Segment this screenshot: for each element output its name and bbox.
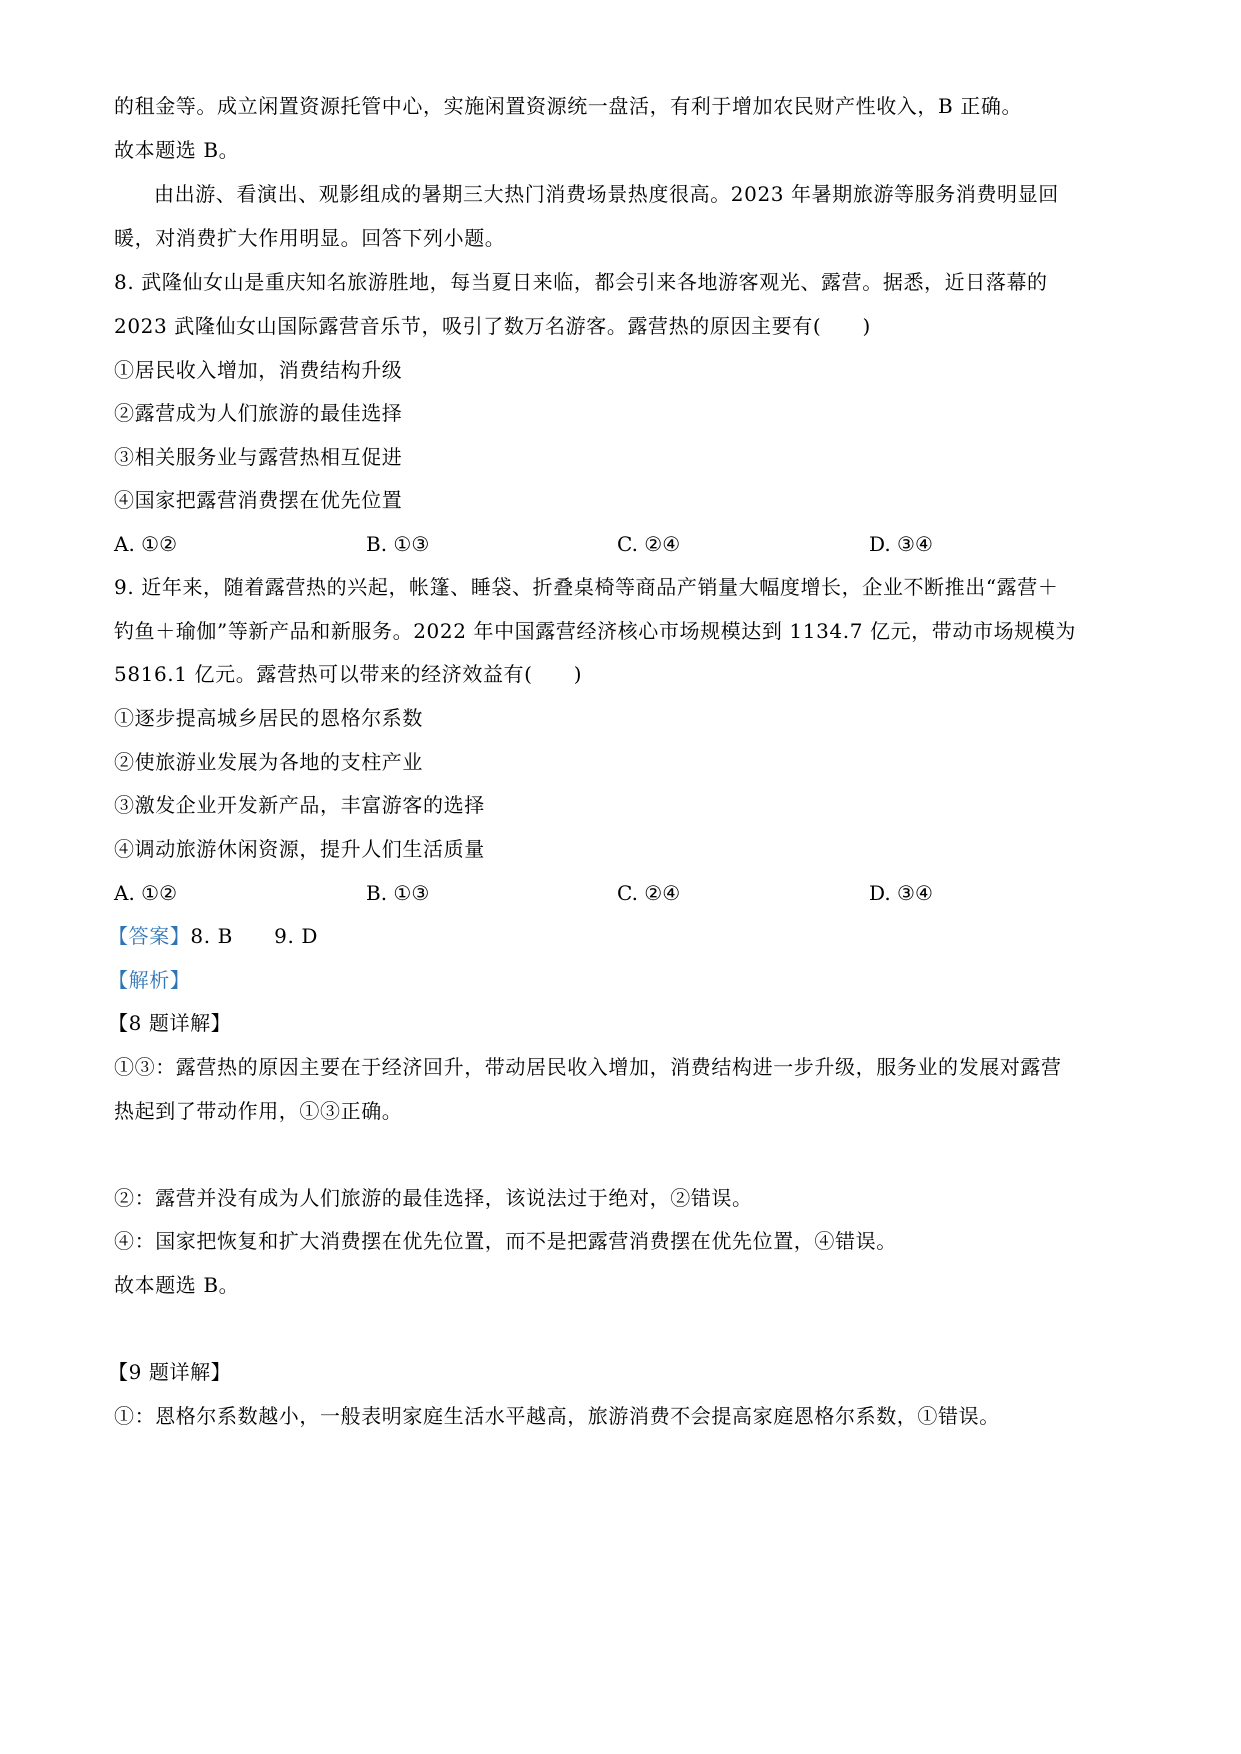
detail-8-text: ②：露营并没有成为人们旅游的最佳选择，该说法过于绝对，②错误。 bbox=[114, 1186, 753, 1210]
question-9-option-a: A. ①② bbox=[114, 881, 178, 905]
detail-8-text: ①③：露营热的原因主要在于经济回升，带动居民收入增加，消费结构进一步升级，服务业的发展对露营 bbox=[114, 1055, 1062, 1079]
intro-line: 暖，对消费扩大作用明显。回答下列小题。 bbox=[114, 226, 506, 250]
question-9-option-c: C. ②④ bbox=[617, 881, 681, 905]
question-8-option-a: A. ①② bbox=[114, 532, 178, 556]
question-8-stem: 8. 武隆仙女山是重庆知名旅游胜地，每当夏日来临，都会引来各地游客观光、露营。据悉，近日落幕的 bbox=[114, 270, 1048, 294]
analysis-label: 【解析】 bbox=[108, 968, 191, 992]
detail-9-text: ①：恩格尔系数越小，一般表明家庭生活水平越高，旅游消费不会提高家庭恩格尔系数，①错误。 bbox=[114, 1404, 1000, 1428]
detail-8-text: 故本题选 B。 bbox=[114, 1273, 240, 1297]
detail-8-text: ④：国家把恢复和扩大消费摆在优先位置，而不是把露营消费摆在优先位置，④错误。 bbox=[114, 1229, 897, 1253]
question-9-option-d: D. ③④ bbox=[869, 881, 933, 905]
question-8-item: ②露营成为人们旅游的最佳选择 bbox=[114, 401, 403, 425]
answer-label: 【答案】 bbox=[108, 924, 191, 948]
detail-8-title: 【8 题详解】 bbox=[108, 1011, 232, 1035]
text-line: 故本题选 B。 bbox=[114, 138, 240, 162]
answer-line bbox=[108, 922, 318, 950]
question-9-item: ②使旅游业发展为各地的支柱产业 bbox=[114, 750, 423, 774]
question-9-stem: 钓鱼＋瑜伽”等新产品和新服务。2022 年中国露营经济核心市场规模达到 1134.7 亿元，带动市场规模为 bbox=[114, 619, 1076, 643]
question-8-option-d: D. ③④ bbox=[869, 532, 933, 556]
detail-8-text: 热起到了带动作用，①③正确。 bbox=[114, 1099, 403, 1123]
question-8-option-b: B. ①③ bbox=[366, 532, 430, 556]
question-9-option-b: B. ①③ bbox=[366, 881, 430, 905]
question-9-stem: 5816.1 亿元。露营热可以带来的经济效益有( ) bbox=[114, 662, 583, 686]
question-9-item: ④调动旅游休闲资源，提升人们生活质量 bbox=[114, 837, 485, 861]
question-8-option-c: C. ②④ bbox=[617, 532, 681, 556]
intro-line: 由出游、看演出、观影组成的暑期三大热门消费场景热度很高。2023 年暑期旅游等服务消费明显回 bbox=[154, 182, 1059, 206]
question-9-item: ①逐步提高城乡居民的恩格尔系数 bbox=[114, 706, 423, 730]
answer-text: 8. B 9. D bbox=[190, 924, 319, 948]
question-8-stem: 2023 武隆仙女山国际露营音乐节，吸引了数万名游客。露营热的原因主要有( ) bbox=[114, 314, 871, 338]
question-8-item: ③相关服务业与露营热相互促进 bbox=[114, 445, 403, 469]
question-8-item: ④国家把露营消费摆在优先位置 bbox=[114, 488, 403, 512]
question-9-item: ③激发企业开发新产品，丰富游客的选择 bbox=[114, 793, 485, 817]
question-8-item: ①居民收入增加，消费结构升级 bbox=[114, 358, 403, 382]
question-9-stem: 9. 近年来，随着露营热的兴起，帐篷、睡袋、折叠桌椅等商品产销量大幅度增长，企业不断推出“露营＋ bbox=[114, 575, 1059, 599]
text-line: 的租金等。成立闲置资源托管中心，实施闲置资源统一盘活，有利于增加农民财产性收入，B 正确。 bbox=[114, 94, 1023, 118]
detail-9-title: 【9 题详解】 bbox=[108, 1360, 232, 1384]
